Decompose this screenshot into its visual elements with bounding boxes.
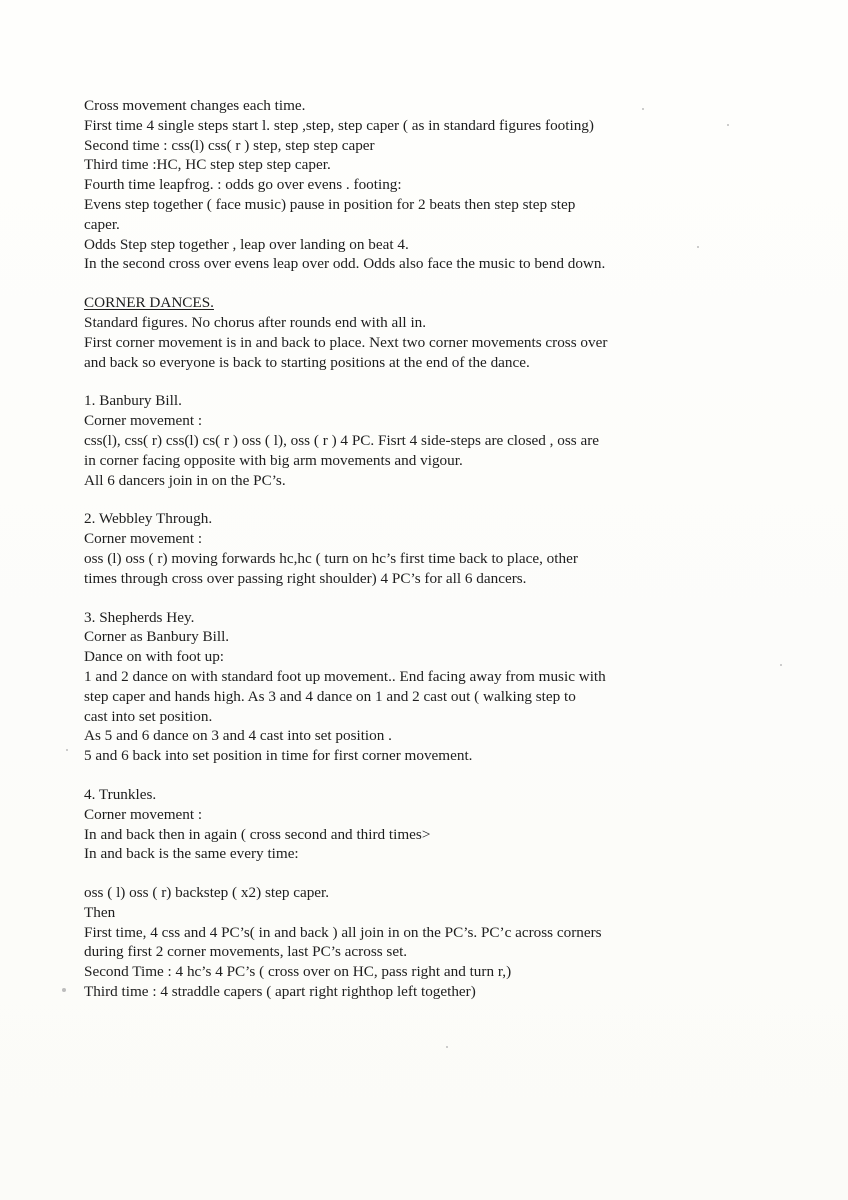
text-line: Second time : css(l) css( r ) step, step step caper (84, 136, 375, 154)
section-banbury-bill (84, 391, 724, 490)
text-line: Then (84, 903, 116, 921)
text-line: Fourth time leapfrog. : odds go over evens . footing: (84, 176, 402, 194)
text-line: Standard figures. No chorus after rounds end with all in. (84, 313, 427, 331)
paragraph-gap (84, 766, 724, 785)
text-line: Third time : 4 straddle capers ( apart right righthop left together) (84, 983, 476, 1001)
text-line: As 5 and 6 dance on 3 and 4 cast into set position . (84, 727, 392, 745)
text-line: Evens step together ( face music) pause in position for 2 beats then step step step (84, 195, 576, 213)
text-line: Cross movement changes each time. (84, 97, 306, 114)
paragraph-gap (84, 864, 724, 883)
section-corner-dances (84, 293, 724, 372)
section-cross-movement (84, 96, 724, 274)
section-trunkles (84, 785, 724, 864)
text-line: Odds Step step together , leap over landing on beat 4. (84, 235, 409, 253)
text-line: oss ( l) oss ( r) backstep ( x2) step caper. (84, 884, 330, 902)
scan-speck (780, 664, 782, 666)
text-line: Corner movement : (84, 805, 203, 823)
text-line: in corner facing opposite with big arm movements and vigour. (84, 451, 463, 469)
text-line: times through cross over passing right shoulder) 4 PC’s for all 6 dancers. (84, 569, 527, 587)
text-line: Third time :HC, HC step step step caper. (84, 156, 331, 174)
scan-speck (66, 749, 68, 751)
paragraph-gap (84, 589, 724, 608)
text-line: oss (l) oss ( r) moving forwards hc,hc ( turn on hc’s first time back to place, other (84, 549, 578, 567)
paragraph-gap (84, 490, 724, 509)
text-line: and back so everyone is back to starting positions at the end of the dance. (84, 353, 530, 371)
scan-speck (727, 124, 729, 126)
text-line: 1 and 2 dance on with standard foot up movement.. End facing away from music with (84, 667, 606, 685)
dance-title: 3. Shepherds Hey. (84, 608, 195, 626)
text-line: Second Time : 4 hc’s 4 PC’s ( cross over on HC, pass right and turn r,) (84, 963, 512, 981)
section-heading: CORNER DANCES. (84, 294, 214, 312)
document-body (84, 96, 724, 1002)
dance-title: 2. Webbley Through. (84, 510, 213, 528)
dance-title: 4. Trunkles. (84, 785, 157, 803)
scan-speck (446, 1046, 448, 1048)
text-line: In and back is the same every time: (84, 845, 299, 863)
paragraph-gap (84, 274, 724, 293)
text-line: css(l), css( r) css(l) cs( r ) oss ( l), oss ( r ) 4 PC. Fisrt 4 side-steps are closed , oss are (84, 431, 600, 449)
text-line: All 6 dancers join in on the PC’s. (84, 471, 286, 489)
text-line: step caper and hands high. As 3 and 4 dance on 1 and 2 cast out ( walking step to (84, 687, 576, 705)
text-line: Dance on with foot up: (84, 648, 225, 666)
text-line: First time 4 single steps start l. step ,step, step caper ( as in standard figures footing) (84, 116, 594, 134)
dance-title: 1. Banbury Bill. (84, 392, 182, 410)
paragraph-gap (84, 372, 724, 391)
text-line: cast into set position. (84, 707, 213, 725)
text-line: First corner movement is in and back to place. Next two corner movements cross over (84, 333, 608, 351)
text-line: In the second cross over evens leap over odd. Odds also face the music to bend down. (84, 255, 606, 273)
text-line: Corner movement : (84, 530, 203, 548)
text-line: In and back then in again ( cross second and third times> (84, 825, 431, 843)
text-line: 5 and 6 back into set position in time for first corner movement. (84, 747, 473, 765)
section-trunkles-detail (84, 883, 724, 1002)
scan-speck (62, 988, 66, 992)
text-line: First time, 4 css and 4 PC’s( in and back ) all join in on the PC’s. PC’c across corners (84, 923, 602, 941)
text-line: caper. (84, 215, 120, 233)
section-webbley-through (84, 509, 724, 588)
text-line: during first 2 corner movements, last PC’s across set. (84, 943, 408, 961)
text-line: Corner movement : (84, 412, 203, 430)
text-line: Corner as Banbury Bill. (84, 628, 230, 646)
section-shepherds-hey (84, 608, 724, 766)
